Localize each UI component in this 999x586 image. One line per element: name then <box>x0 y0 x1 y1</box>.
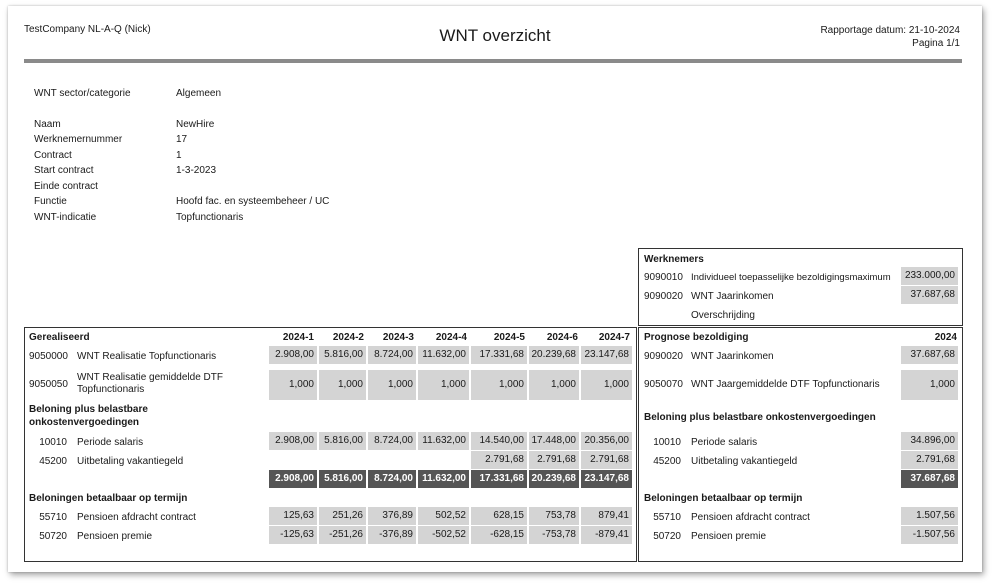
row-desc: WNT Realisatie Topfunctionaris <box>77 351 217 362</box>
realized-cell: -376,89 <box>368 526 416 544</box>
employees-box <box>638 248 963 326</box>
row-desc-line: Topfunctionaris <box>77 384 145 395</box>
row-desc: Pensioen afdracht contract <box>77 512 196 523</box>
info-value: NewHire <box>176 119 215 130</box>
realized-cell: 125,63 <box>269 507 317 525</box>
info-label: Einde contract <box>34 181 98 192</box>
realized-cell: -251,26 <box>319 526 366 544</box>
row-code: 45200 <box>653 456 681 467</box>
realized-cell: 2.791,68 <box>529 451 579 469</box>
forecast-year: 2024 <box>934 332 957 343</box>
info-label: WNT sector/categorie <box>34 88 131 99</box>
realized-cell: 1,000 <box>471 370 527 400</box>
realized-cell: 1,000 <box>368 370 416 400</box>
info-value: 1-3-2023 <box>176 165 217 176</box>
period-header: 2024-3 <box>382 332 414 343</box>
forecast-cell: 37.687,68 <box>901 346 958 364</box>
info-label: Functie <box>34 196 67 207</box>
row-code: 55710 <box>39 512 67 523</box>
realized-total-cell: 23.147,68 <box>581 470 632 488</box>
info-value: Algemeen <box>176 88 222 99</box>
realized-cell: 20.239,68 <box>529 346 579 364</box>
company-name: TestCompany NL-A-Q (Nick) <box>24 24 151 35</box>
report-meta <box>820 24 960 50</box>
report-date: Rapportage datum: 21-10-2024 <box>820 25 960 36</box>
row-desc: Periode salaris <box>691 437 758 448</box>
forecast-cell: 1,000 <box>901 370 958 400</box>
employees-code: 9090020 <box>644 291 683 302</box>
report-title: WNT overzicht <box>439 26 551 45</box>
realized-cell: 5.816,00 <box>319 432 366 450</box>
row-desc: Pensioen premie <box>691 531 767 542</box>
realized-cell: 5.816,00 <box>319 346 366 364</box>
page-number: Pagina 1/1 <box>912 38 960 49</box>
realized-cell: 17.448,00 <box>529 432 579 450</box>
realized-total-cell: 17.331,68 <box>471 470 527 488</box>
period-header: 2024-5 <box>493 332 525 343</box>
section-heading: Beloningen betaalbaar op termijn <box>29 493 188 504</box>
realized-cell: 376,89 <box>368 507 416 525</box>
employees-value: 233.000,00 <box>901 267 958 285</box>
period-header: 2024-7 <box>598 332 630 343</box>
realized-total-cell: 20.239,68 <box>529 470 579 488</box>
period-header: 2024-4 <box>435 332 467 343</box>
realized-cell: 8.724,00 <box>368 432 416 450</box>
row-code: 45200 <box>39 456 67 467</box>
row-desc: Pensioen premie <box>77 531 153 542</box>
realized-cell: 23.147,68 <box>581 346 632 364</box>
realized-cell: 1,000 <box>269 370 317 400</box>
period-header: 2024-6 <box>546 332 578 343</box>
realized-cell: 2.791,68 <box>471 451 527 469</box>
section-heading: Beloningen betaalbaar op termijn <box>644 493 803 504</box>
row-code: 9050070 <box>644 379 683 390</box>
realized-cell: -753,78 <box>529 526 579 544</box>
realized-cell: 20.356,00 <box>581 432 632 450</box>
employees-desc: Overschrijding <box>691 310 755 321</box>
realized-cell: 14.540,00 <box>471 432 527 450</box>
realized-cell: 11.632,00 <box>418 432 469 450</box>
info-label: WNT-indicatie <box>34 212 97 223</box>
row-code: 50720 <box>39 531 67 542</box>
employees-value: 37.687,68 <box>901 286 958 304</box>
realized-total-cell: 11.632,00 <box>418 470 469 488</box>
realized-cell: 753,78 <box>529 507 579 525</box>
realized-cell: -125,63 <box>269 526 317 544</box>
row-desc: Uitbetaling vakantiegeld <box>77 456 184 467</box>
row-code: 9050050 <box>29 379 68 390</box>
realized-cell: -502,52 <box>418 526 469 544</box>
realized-cell: 628,15 <box>471 507 527 525</box>
employees-title: Werknemers <box>644 254 704 265</box>
row-code: 9090020 <box>644 351 683 362</box>
realized-cell: 502,52 <box>418 507 469 525</box>
realized-cell: 1,000 <box>529 370 579 400</box>
realized-cell: 17.331,68 <box>471 346 527 364</box>
period-header: 2024-2 <box>332 332 364 343</box>
realized-cell: 1,000 <box>319 370 366 400</box>
row-desc: Periode salaris <box>77 437 144 448</box>
row-code: 55710 <box>653 512 681 523</box>
employees-code: 9090010 <box>644 272 683 283</box>
realized-cell: 879,41 <box>581 507 632 525</box>
forecast-box <box>638 327 963 562</box>
employees-desc: WNT Jaarinkomen <box>691 291 774 302</box>
row-desc-line: WNT Realisatie gemiddelde DTF <box>77 372 223 383</box>
realized-cell: 251,26 <box>319 507 366 525</box>
realized-title: Gerealiseerd <box>29 332 90 343</box>
section-heading-line: onkostenvergoedingen <box>29 417 140 428</box>
realized-total-cell: 8.724,00 <box>368 470 416 488</box>
row-desc: WNT Jaargemiddelde DTF Topfunctionaris <box>691 379 880 390</box>
period-header: 2024-1 <box>282 332 314 343</box>
report-page <box>8 6 982 572</box>
forecast-title: Prognose bezoldiging <box>644 332 749 343</box>
realized-total-cell: 5.816,00 <box>319 470 366 488</box>
row-code: 9050000 <box>29 351 68 362</box>
section-heading-line: Beloning plus belastbare <box>29 404 148 415</box>
row-desc: Pensioen afdracht contract <box>691 512 810 523</box>
row-desc: WNT Jaarinkomen <box>691 351 774 362</box>
forecast-total-cell: 37.687,68 <box>901 470 958 488</box>
info-value: 17 <box>176 134 188 145</box>
row-code: 50720 <box>653 531 681 542</box>
row-desc: Uitbetaling vakantiegeld <box>691 456 798 467</box>
header-divider <box>24 59 962 63</box>
forecast-cell: 1.507,56 <box>901 507 958 525</box>
info-label: Start contract <box>34 165 94 176</box>
realized-cell: 1,000 <box>581 370 632 400</box>
forecast-cell: 34.896,00 <box>901 432 958 450</box>
row-desc <box>77 372 223 396</box>
info-value: Hoofd fac. en systeembeheer / UC <box>176 196 330 207</box>
section-heading <box>29 403 148 429</box>
info-label: Contract <box>34 150 72 161</box>
realized-box <box>24 327 637 562</box>
realized-cell: 8.724,00 <box>368 346 416 364</box>
realized-cell: 2.908,00 <box>269 346 317 364</box>
info-value: Topfunctionaris <box>176 212 244 223</box>
employees-desc: Individueel toepasselijke bezoldigingsmaximum <box>691 272 891 283</box>
row-code: 10010 <box>39 437 67 448</box>
forecast-cell: 2.791,68 <box>901 451 958 469</box>
realized-cell: 2.908,00 <box>269 432 317 450</box>
info-value: 1 <box>176 150 182 161</box>
realized-cell: -628,15 <box>471 526 527 544</box>
realized-cell: -879,41 <box>581 526 632 544</box>
row-code: 10010 <box>653 437 681 448</box>
info-label: Werknemernummer <box>34 134 123 145</box>
realized-total-cell: 2.908,00 <box>269 470 317 488</box>
info-label: Naam <box>34 119 61 130</box>
realized-cell: 11.632,00 <box>418 346 469 364</box>
realized-cell: 1,000 <box>418 370 469 400</box>
forecast-cell: -1.507,56 <box>901 526 958 544</box>
realized-cell: 2.791,68 <box>581 451 632 469</box>
section-heading: Beloning plus belastbare onkostenvergoedingen <box>644 412 876 423</box>
